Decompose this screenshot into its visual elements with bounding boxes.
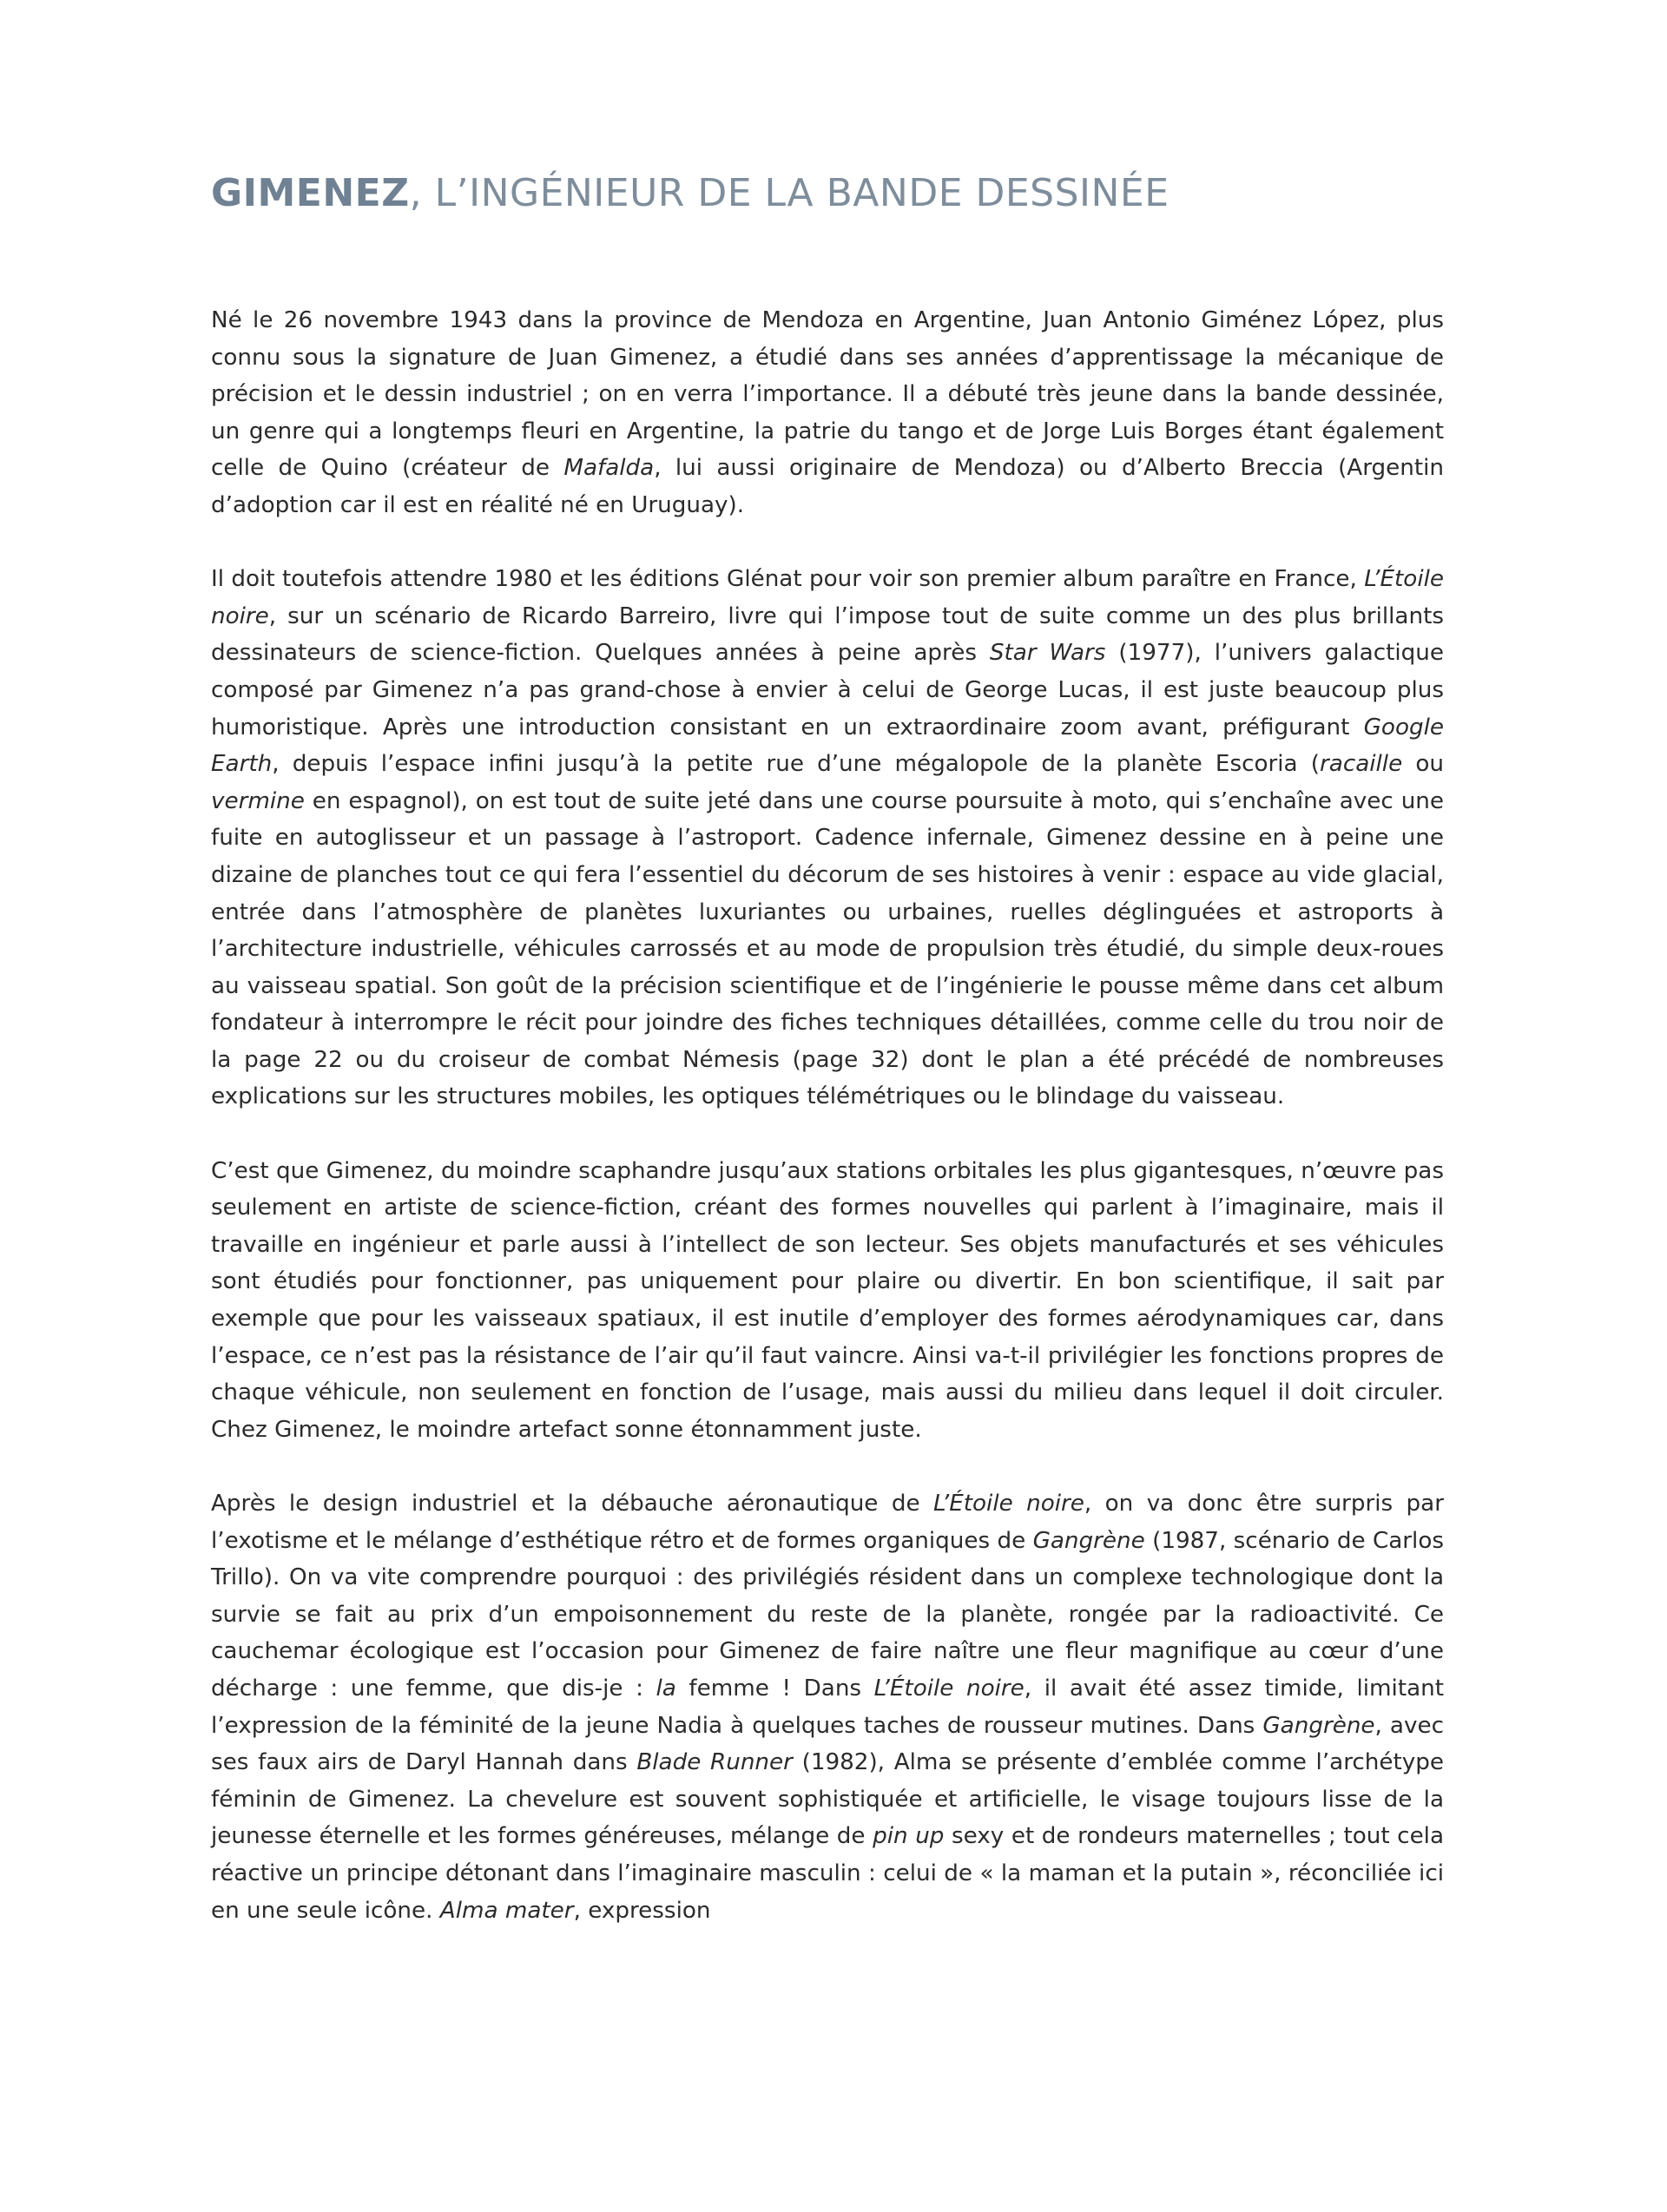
text-run: femme ! Dans (675, 1675, 874, 1702)
italic-title: racaille (1320, 751, 1403, 778)
italic-title: L’Étoile noire (873, 1675, 1025, 1702)
italic-title: Blade Runner (636, 1749, 793, 1776)
title-name: GIMENEZ (211, 171, 410, 215)
italic-title: vermine (211, 787, 305, 814)
page-title (211, 170, 1170, 217)
text-run: , avec ses faux airs de Daryl Hannah dans (211, 1712, 1444, 1776)
title-subtitle: , L’INGÉNIEUR DE LA BANDE DESSINÉE (409, 171, 1170, 215)
text-run: , depuis l’espace infini jusqu’à la petite rue d’une mégalopole de la planète Escoria ( (272, 751, 1320, 778)
text-run: (1987, scénario de Carlos Trillo). On va vite comprendre pourquoi : des privilégiés résident dans un complexe technologique dont la survie se fait au prix d’un empoisonnement du reste de la planète, rongée par la radioactivité. Ce cauchemar écologique est l’occasion pour Gimenez de faire naître une fleur magnifique au cœur d’une décharge : une femme, que dis-je : (211, 1527, 1444, 1702)
text-run: en espagnol), on est tout de suite jeté dans une course poursuite à moto, qui s’enchaîne avec une fuite en autoglisseur et un passage à l’astroport. Cadence infernale, Gimenez dessine en à peine une dizaine de planches tout ce qui fera l’essentiel du décorum de ses histoires à venir : espace au vide glacial, entrée dans l’atmosphère de planètes luxuriantes ou urbaines, ruelles déglinguées et astroports à l’architecture industrielle, véhicules carrossés et au mode de propulsion très étudié, du simple deux-roues au vaisseau spatial. Son goût de la précision scientifique et de l’ingénierie le pousse même dans cet album fondateur à interrompre le récit pour joindre des fiches techniques détaillées, comme celle du trou noir de la page 22 ou du croiseur de combat Némesis (page 32) dont le plan a été précédé de nombreuses explications sur les structures mobiles, les optiques télémétriques ou le blindage du vaisseau. (211, 787, 1444, 1110)
italic-title: Star Wars (989, 640, 1106, 667)
text-run: Après le design industriel et la débauche aéronautique de (211, 1491, 933, 1517)
italic-title: Mafalda (563, 455, 655, 482)
text-run: (1982), Alma se présente d’emblée comme l’archétype féminin de Gimenez. La chevelure est souvent sophistiquée et artificielle, le visage toujours lisse de la jeunesse éternelle et les formes généreuses, mélange de (211, 1749, 1444, 1850)
text-run: ou (1402, 751, 1444, 778)
italic-title: pin up (873, 1823, 945, 1850)
text-run: C’est que Gimenez, du moindre scaphandre jusqu’aux stations orbitales les plus gigantesques, n’œuvre pas seulement en artiste de science-fiction, créant des formes nouvelles qui parlent à l’imaginaire, mais il travaille en ingénieur et parle aussi à l’intellect de son lecteur. Ses objets manufacturés et ses véhicules sont étudiés pour fonctionner, pas uniquement pour plaire ou divertir. En bon scientifique, il sait par exemple que pour les vaisseaux spatiaux, il est inutile d’employer des formes aérodynamiques car, dans l’espace, ce n’est pas la résistance de l’air qu’il faut vaincre. Ainsi va-t-il privilégier les fonctions propres de chaque véhicule, non seulement en fonction de l’usage, mais aussi du milieu dans lequel il doit circuler. Chez Gimenez, le moindre artefact sonne étonnamment juste. (211, 1157, 1444, 1443)
paragraph-2 (211, 561, 1444, 1116)
paragraph-3 (211, 1153, 1444, 1449)
paragraph-1 (211, 302, 1444, 524)
text-run: sexy et de rondeurs maternelles ; tout cela réactive un principe détonant dans l’imaginaire masculin : celui de « la maman et la putain », réconciliée ici en une seule icône. (211, 1823, 1445, 1924)
italic-title: Gangrène (1032, 1527, 1145, 1554)
article-body (211, 302, 1444, 1929)
text-run: Né le 26 novembre 1943 dans la province de Mendoza en Argentine, Juan Antonio Giménez López, plus connu sous la signature de Juan Gimenez, a étudié dans ses années d’apprentissage la mécanique de précision et le dessin industriel ; on en verra l’importance. Il a débuté très jeune dans la bande dessinée, un genre qui a longtemps fleuri en Argentine, la patrie du tango et de Jorge Luis Borges étant également celle de Quino (créateur de (211, 307, 1444, 482)
italic-title: Alma mater (439, 1897, 574, 1924)
text-run: , lui aussi originaire de Mendoza) ou d’Alberto Breccia (Argentin d’adoption car il est en réalité né en Uruguay). (211, 455, 1444, 518)
text-run: , sur un scénario de Ricardo Barreiro, livre qui l’impose tout de suite comme un des plus brillants dessinateurs de science-fiction. Quelques années à peine après (211, 602, 1444, 667)
text-run: , expression (573, 1897, 711, 1924)
paragraph-4 (211, 1485, 1444, 1929)
text-run: , il avait été assez timide, limitant l’expression de la féminité de la jeune Nadia à quelques taches de rousseur mutines. Dans (211, 1675, 1444, 1739)
italic-title: L’Étoile noire (211, 566, 1444, 629)
italic-title: la (656, 1675, 676, 1702)
text-run: , on va donc être surpris par l’exotisme et le mélange d’esthétique rétro et de formes organiques de (211, 1491, 1444, 1554)
text-run: Il doit toutefois attendre 1980 et les éditions Glénat pour voir son premier album paraître en France, (211, 566, 1365, 593)
italic-title: Gangrène (1262, 1712, 1375, 1739)
italic-title: Google Earth (211, 714, 1444, 778)
text-run: (1977), l’univers galactique composé par Gimenez n’a pas grand-chose à envier à celui de George Lucas, il est juste beaucoup plus humoristique. Après une introduction consistant en un extraordinaire zoom avant, préfigurant (211, 640, 1445, 741)
italic-title: L’Étoile noire (933, 1491, 1084, 1517)
